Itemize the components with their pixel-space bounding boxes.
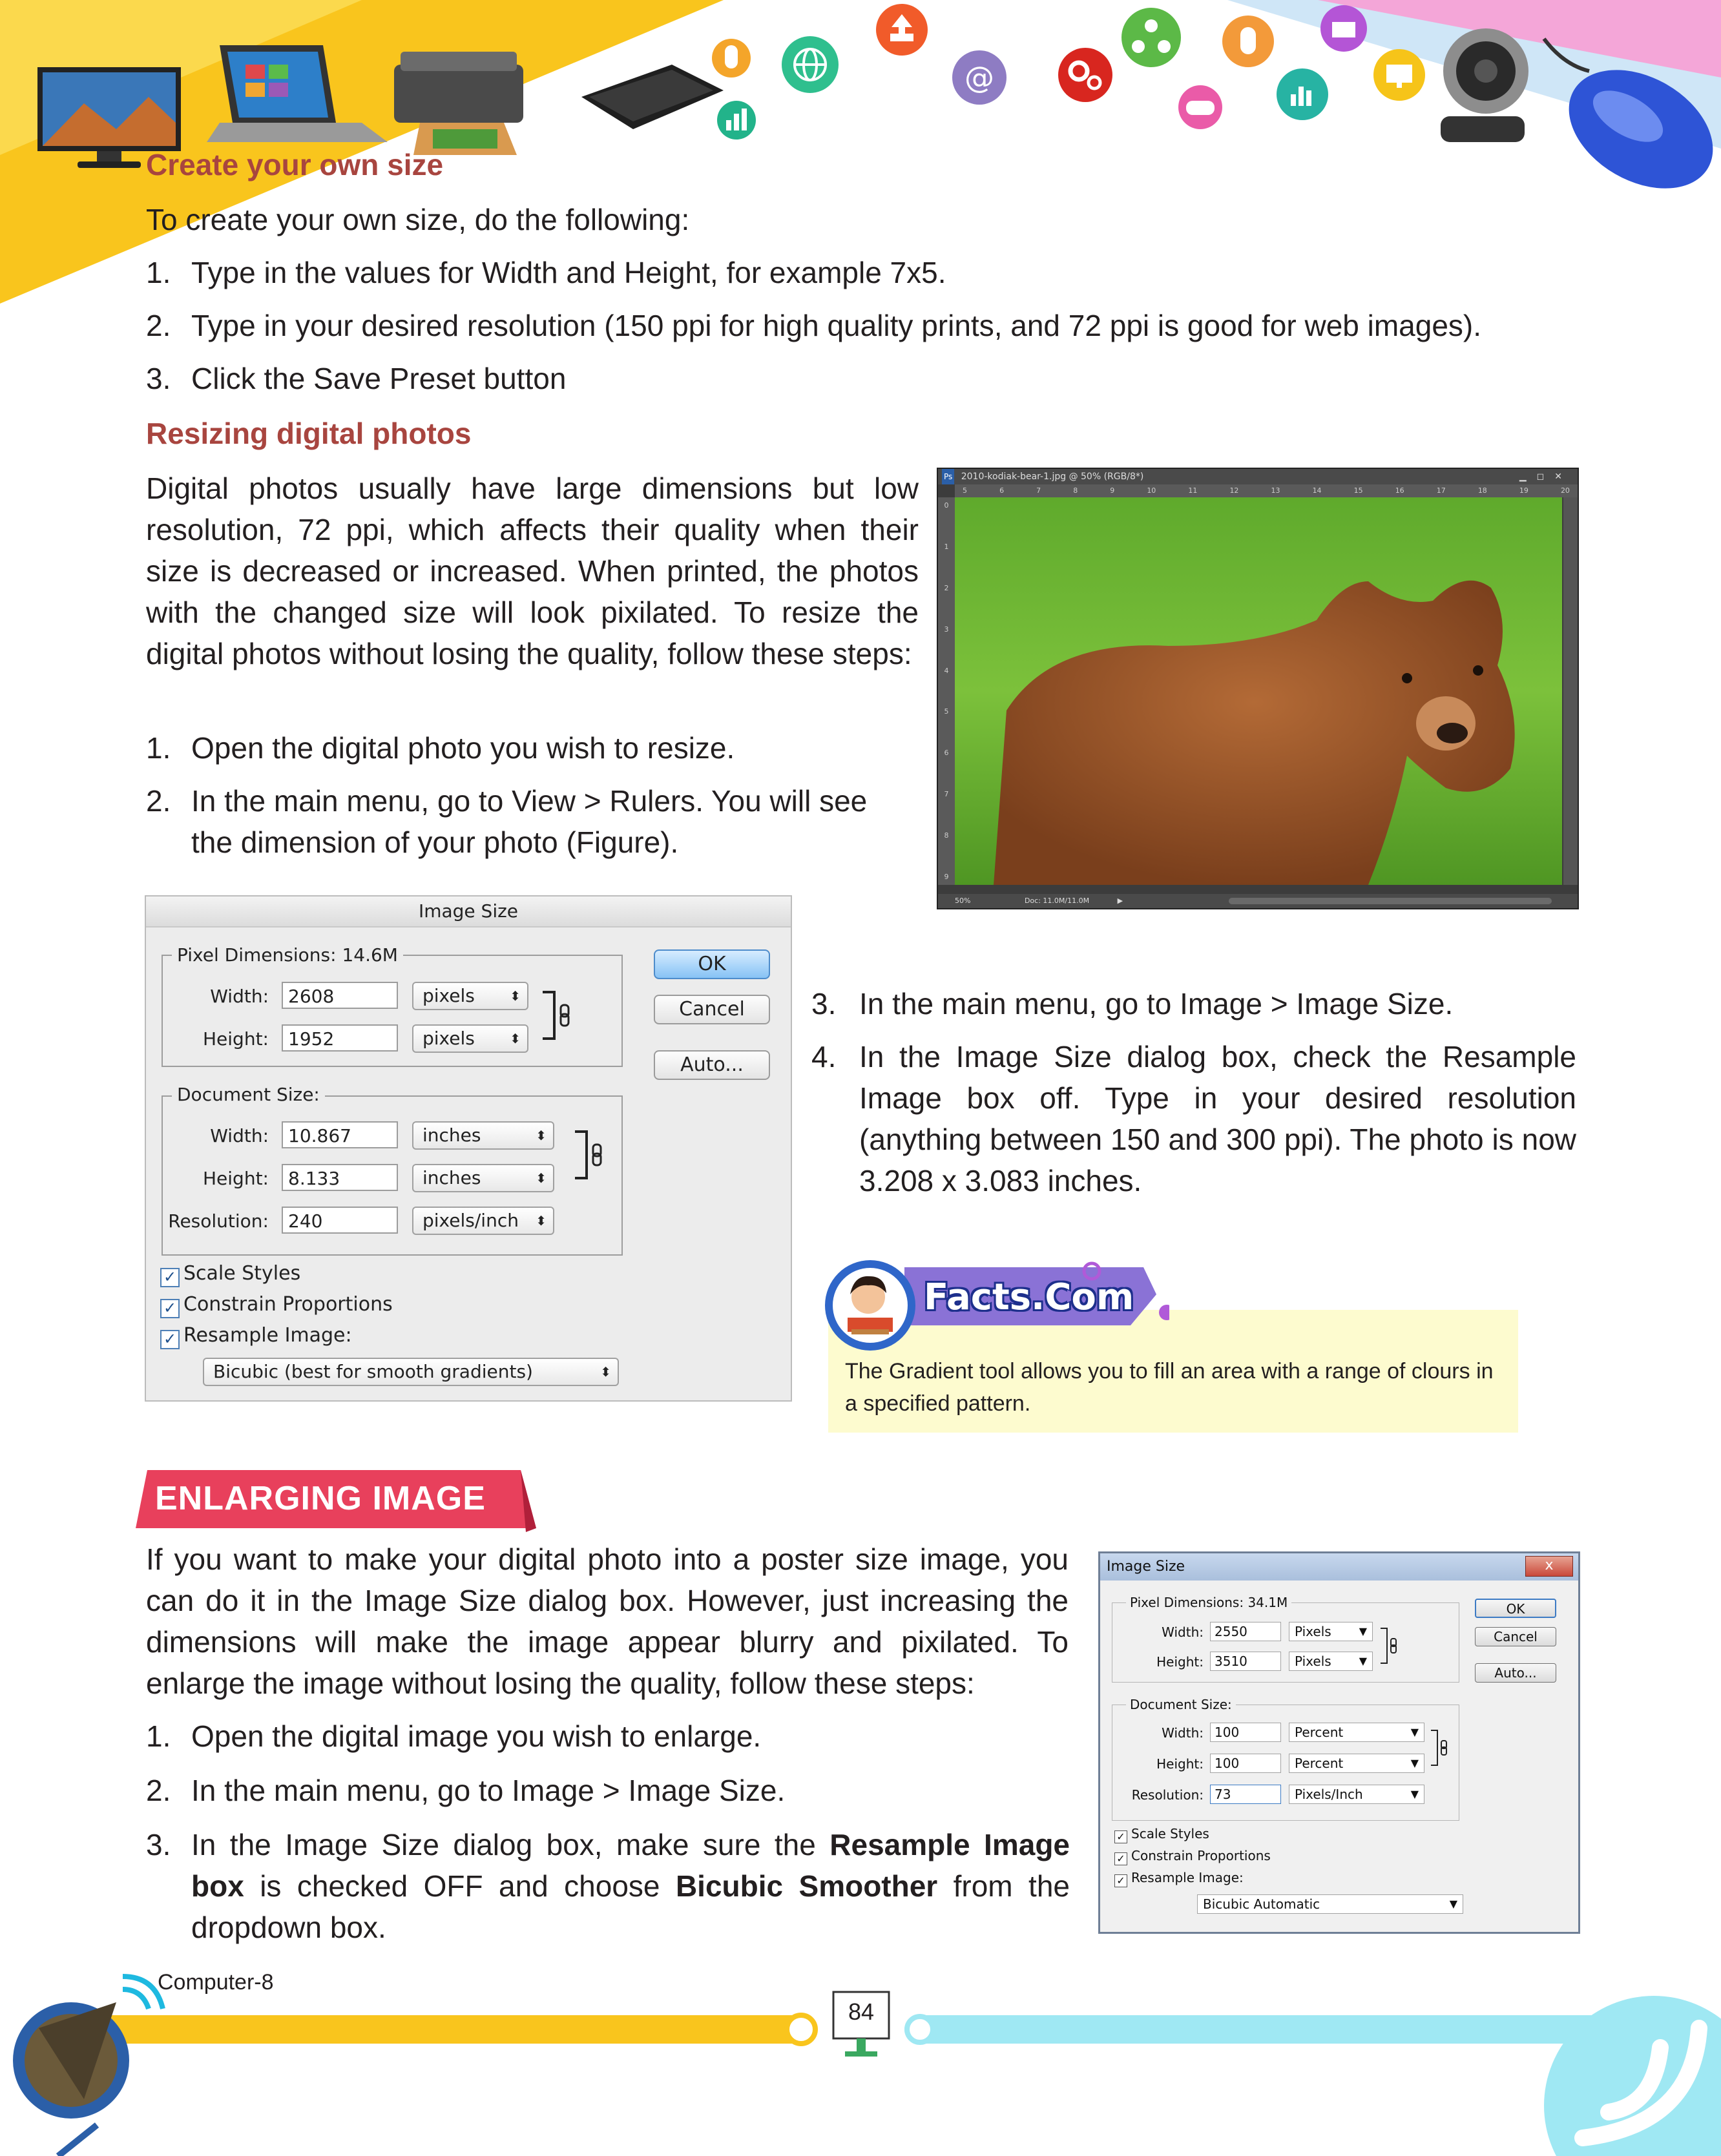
checkmark-icon: ✓ bbox=[160, 1299, 180, 1318]
chain-link-icon bbox=[574, 1129, 606, 1181]
doc-width-label: Width: bbox=[1162, 1725, 1204, 1741]
enlarge-paragraph: If you want to make your digital photo into a poster size image, you can do it in the Image Size dialog box. However, just increasing the dimensions will make the image appear blurry and pixilated. To enlarge the image without losing the quality, follow these steps: bbox=[146, 1542, 1069, 1700]
ruler-top: 5 6 7 8 9 10 11 12 13 14 15 16 17 18 19 20 bbox=[955, 484, 1578, 497]
enlarging-banner-title: ENLARGING IMAGE bbox=[155, 1480, 486, 1517]
photo-status-bar bbox=[938, 894, 1578, 908]
facts-text: The Gradient tool allows you to fill an area with a range of clours in a specified pattern. bbox=[845, 1359, 1494, 1416]
checkmark-icon: ✓ bbox=[1114, 1852, 1127, 1865]
heading-resizing-photos: Resizing digital photos bbox=[146, 417, 472, 450]
ok-button[interactable]: OK bbox=[1475, 1599, 1556, 1618]
dropdown-arrow-icon: ▼ bbox=[1359, 1655, 1367, 1667]
width-label: Width: bbox=[1162, 1624, 1204, 1640]
list-item: 3. In the Image Size dialog box, make sure the Resample Image box is checked OFF and choose Bicubic Smoother from the dropdown box. bbox=[146, 1828, 1070, 1944]
doc-height-input[interactable]: 100 bbox=[1210, 1754, 1281, 1773]
document-size-label: Document Size: bbox=[1126, 1697, 1236, 1712]
chart-icon bbox=[717, 101, 756, 140]
monitor-icon bbox=[1373, 49, 1425, 101]
photoshop-badge: Ps bbox=[942, 469, 954, 484]
horizontal-scrollbar[interactable] bbox=[1229, 898, 1552, 904]
window-controls[interactable]: ▁◻✕ bbox=[1519, 472, 1572, 482]
auto-button[interactable]: Auto... bbox=[1475, 1663, 1556, 1683]
enlarge-steps bbox=[146, 1715, 1070, 1948]
resolution-input[interactable]: 73 bbox=[1210, 1785, 1281, 1804]
scale-styles-checkbox[interactable]: ✓ Scale Styles bbox=[1114, 1826, 1209, 1843]
cancel-button[interactable]: Cancel bbox=[1475, 1627, 1556, 1646]
bar-chart-icon bbox=[1277, 68, 1328, 120]
boy-mascot-icon bbox=[822, 1257, 919, 1354]
checkmark-icon: ✓ bbox=[1114, 1874, 1127, 1887]
select-arrows-icon: ⬍ bbox=[536, 1170, 547, 1186]
dropdown-arrow-icon: ▼ bbox=[1410, 1726, 1419, 1738]
resolution-input[interactable]: 240 bbox=[282, 1207, 398, 1234]
dropdown-arrow-icon: ▼ bbox=[1359, 1625, 1367, 1637]
chain-link-icon bbox=[1379, 1627, 1399, 1666]
image-size-dialog-windows bbox=[1098, 1551, 1580, 1934]
image-size-dialog-mac bbox=[145, 895, 792, 1402]
webcam-device-image bbox=[1441, 28, 1528, 142]
satellite-dish-icon bbox=[13, 1976, 163, 2156]
document-size-label: Document Size: bbox=[172, 1084, 325, 1105]
constrain-proportions-checkbox[interactable]: ✓ Constrain Proportions bbox=[1114, 1848, 1271, 1865]
doc-height-label: Height: bbox=[203, 1168, 269, 1189]
doc-width-label: Width: bbox=[210, 1125, 269, 1146]
dropdown-arrow-icon: ▼ bbox=[1410, 1757, 1419, 1769]
resolution-label: Resolution: bbox=[168, 1210, 269, 1232]
height-unit-select[interactable]: pixels ⬍ bbox=[412, 1024, 528, 1053]
select-arrows-icon: ⬍ bbox=[536, 1213, 547, 1228]
select-arrows-icon: ⬍ bbox=[510, 988, 521, 1004]
globe-icon bbox=[782, 36, 839, 93]
folder-icon bbox=[1320, 5, 1367, 52]
doc-width-input[interactable]: 10.867 bbox=[282, 1121, 398, 1148]
status-arrow-icon[interactable]: ▶ bbox=[1117, 897, 1123, 905]
mouse-icon bbox=[1222, 16, 1274, 67]
width-input[interactable]: 2608 bbox=[282, 982, 398, 1009]
list-item: 2. In the main menu, go to View > Rulers. You will see the dimension of your photo (Figure). bbox=[146, 784, 868, 859]
doc-width-unit-select[interactable]: Percent ▼ bbox=[1289, 1723, 1424, 1742]
checkmark-icon: ✓ bbox=[160, 1330, 180, 1349]
pixel-dimensions-label: Pixel Dimensions: 14.6M bbox=[172, 944, 403, 966]
height-unit-select[interactable]: Pixels ▼ bbox=[1289, 1652, 1373, 1671]
select-arrows-icon: ⬍ bbox=[510, 1031, 521, 1046]
resample-image-checkbox[interactable]: ✓ Resample Image: bbox=[1114, 1870, 1244, 1887]
width-input[interactable]: 2550 bbox=[1210, 1622, 1281, 1641]
chain-link-icon bbox=[541, 990, 574, 1041]
photo-window-title: 2010-kodiak-bear-1.jpg @ 50% (RGB/8*) bbox=[961, 472, 1144, 482]
dropdown-arrow-icon: ▼ bbox=[1410, 1788, 1419, 1800]
svg-text:@: @ bbox=[965, 60, 994, 95]
network-icon bbox=[1121, 8, 1181, 67]
resize-steps-b bbox=[811, 983, 1576, 1201]
checkmark-icon: ✓ bbox=[1114, 1830, 1127, 1843]
pixel-dimensions-label: Pixel Dimensions: 34.1M bbox=[1126, 1595, 1291, 1610]
dialog-titlebar bbox=[1100, 1553, 1578, 1581]
resample-method-select[interactable]: Bicubic (best for smooth gradients) ⬍ bbox=[203, 1358, 619, 1386]
page-number: 84 bbox=[848, 1998, 875, 2025]
select-arrows-icon: ⬍ bbox=[536, 1128, 547, 1143]
resample-image-checkbox[interactable]: ✓ Resample Image: bbox=[160, 1324, 352, 1349]
resolution-unit-select[interactable]: pixels/inch ⬍ bbox=[412, 1207, 554, 1235]
list-item: 4. In the Image Size dialog box, check the Resample Image box off. Type in your desired resolution (anything between 150 and 300 ppi). The photo is now 3.208 x 3.083 inches. bbox=[811, 1040, 1576, 1197]
dropdown-arrow-icon: ▼ bbox=[1449, 1898, 1457, 1910]
list-item: 2. In the main menu, go to Image > Image Size. bbox=[146, 1774, 786, 1807]
list-item: 1. Type in the values for Width and Height, for example 7x5. bbox=[146, 256, 946, 289]
constrain-proportions-checkbox[interactable]: ✓ Constrain Proportions bbox=[160, 1293, 393, 1318]
width-unit-select[interactable]: pixels ⬍ bbox=[412, 982, 528, 1010]
computer-mouse-icon bbox=[712, 39, 751, 78]
create-steps bbox=[146, 252, 1593, 399]
close-icon[interactable]: x bbox=[1525, 1556, 1573, 1577]
checkmark-icon: ✓ bbox=[160, 1268, 180, 1287]
cancel-button[interactable]: Cancel bbox=[654, 995, 770, 1024]
height-label: Height: bbox=[203, 1028, 269, 1050]
resolution-unit-select[interactable]: Pixels/Inch ▼ bbox=[1289, 1785, 1424, 1804]
photo-window-titlebar bbox=[938, 469, 1578, 484]
gears-icon bbox=[1058, 48, 1112, 102]
ruler-left: 0 1 2 3 4 5 6 7 8 9 bbox=[938, 497, 955, 885]
resolution-label: Resolution: bbox=[1131, 1787, 1204, 1803]
select-arrows-icon: ⬍ bbox=[600, 1364, 611, 1380]
printer-device-image bbox=[394, 52, 523, 155]
ok-button[interactable]: OK bbox=[654, 949, 770, 979]
bear-photo bbox=[955, 497, 1562, 885]
vertical-scrollbar[interactable] bbox=[1563, 497, 1578, 885]
width-label: Width: bbox=[210, 986, 269, 1007]
list-item: 2. Type in your desired resolution (150 ppi for high quality prints, and 72 ppi is good for web images). bbox=[146, 309, 1482, 342]
list-item: 1. Open the digital image you wish to enlarge. bbox=[146, 1719, 762, 1753]
photo-window bbox=[937, 468, 1579, 909]
list-item: 3. In the main menu, go to Image > Image Size. bbox=[811, 987, 1454, 1021]
width-unit-select[interactable]: Pixels ▼ bbox=[1289, 1622, 1373, 1641]
gamepad-icon bbox=[1178, 85, 1222, 129]
dialog-title: Image Size bbox=[1107, 1559, 1185, 1575]
resize-paragraph: Digital photos usually have large dimensions but low resolution, 72 ppi, which affects their quality when their size is decreased or increased. When printed, the photos with the changed size will look pixilated. To resize the digital photos without losing the quality, follow these steps: bbox=[146, 472, 919, 670]
zoom-level: 50% bbox=[955, 897, 971, 905]
height-label: Height: bbox=[1156, 1654, 1204, 1670]
doc-height-unit-select[interactable]: Percent ▼ bbox=[1289, 1754, 1424, 1773]
create-intro: To create your own size, do the following: bbox=[146, 203, 690, 236]
upload-icon bbox=[876, 4, 928, 56]
doc-width-input[interactable]: 100 bbox=[1210, 1723, 1281, 1742]
footer-book-label: Computer-8 bbox=[158, 1970, 274, 1995]
doc-info: Doc: 11.0M/11.0M bbox=[1024, 897, 1090, 905]
height-input[interactable]: 3510 bbox=[1210, 1652, 1281, 1671]
heading-create-own-size: Create your own size bbox=[146, 148, 444, 181]
doc-height-input[interactable]: 8.133 bbox=[282, 1164, 398, 1191]
dialog-title: Image Size bbox=[146, 897, 791, 928]
facts-badge-label: Facts.Com bbox=[924, 1276, 1134, 1318]
at-sign-icon bbox=[952, 50, 1007, 105]
list-item: 3. Click the Save Preset button bbox=[146, 362, 567, 395]
height-input[interactable]: 1952 bbox=[282, 1024, 398, 1052]
resample-method-select[interactable]: Bicubic Automatic ▼ bbox=[1197, 1894, 1463, 1914]
auto-button[interactable]: Auto... bbox=[654, 1050, 770, 1080]
doc-width-unit-select[interactable]: inches ⬍ bbox=[412, 1121, 554, 1150]
scanner-device-image bbox=[581, 65, 724, 129]
chain-link-icon bbox=[1430, 1729, 1449, 1768]
pixel-dimensions-group bbox=[1112, 1602, 1459, 1683]
scale-styles-checkbox[interactable]: ✓ Scale Styles bbox=[160, 1262, 300, 1287]
resize-steps-a bbox=[146, 727, 915, 863]
doc-height-label: Height: bbox=[1156, 1756, 1204, 1772]
list-item: 1. Open the digital photo you wish to resize. bbox=[146, 731, 735, 765]
doc-height-unit-select[interactable]: inches ⬍ bbox=[412, 1164, 554, 1192]
